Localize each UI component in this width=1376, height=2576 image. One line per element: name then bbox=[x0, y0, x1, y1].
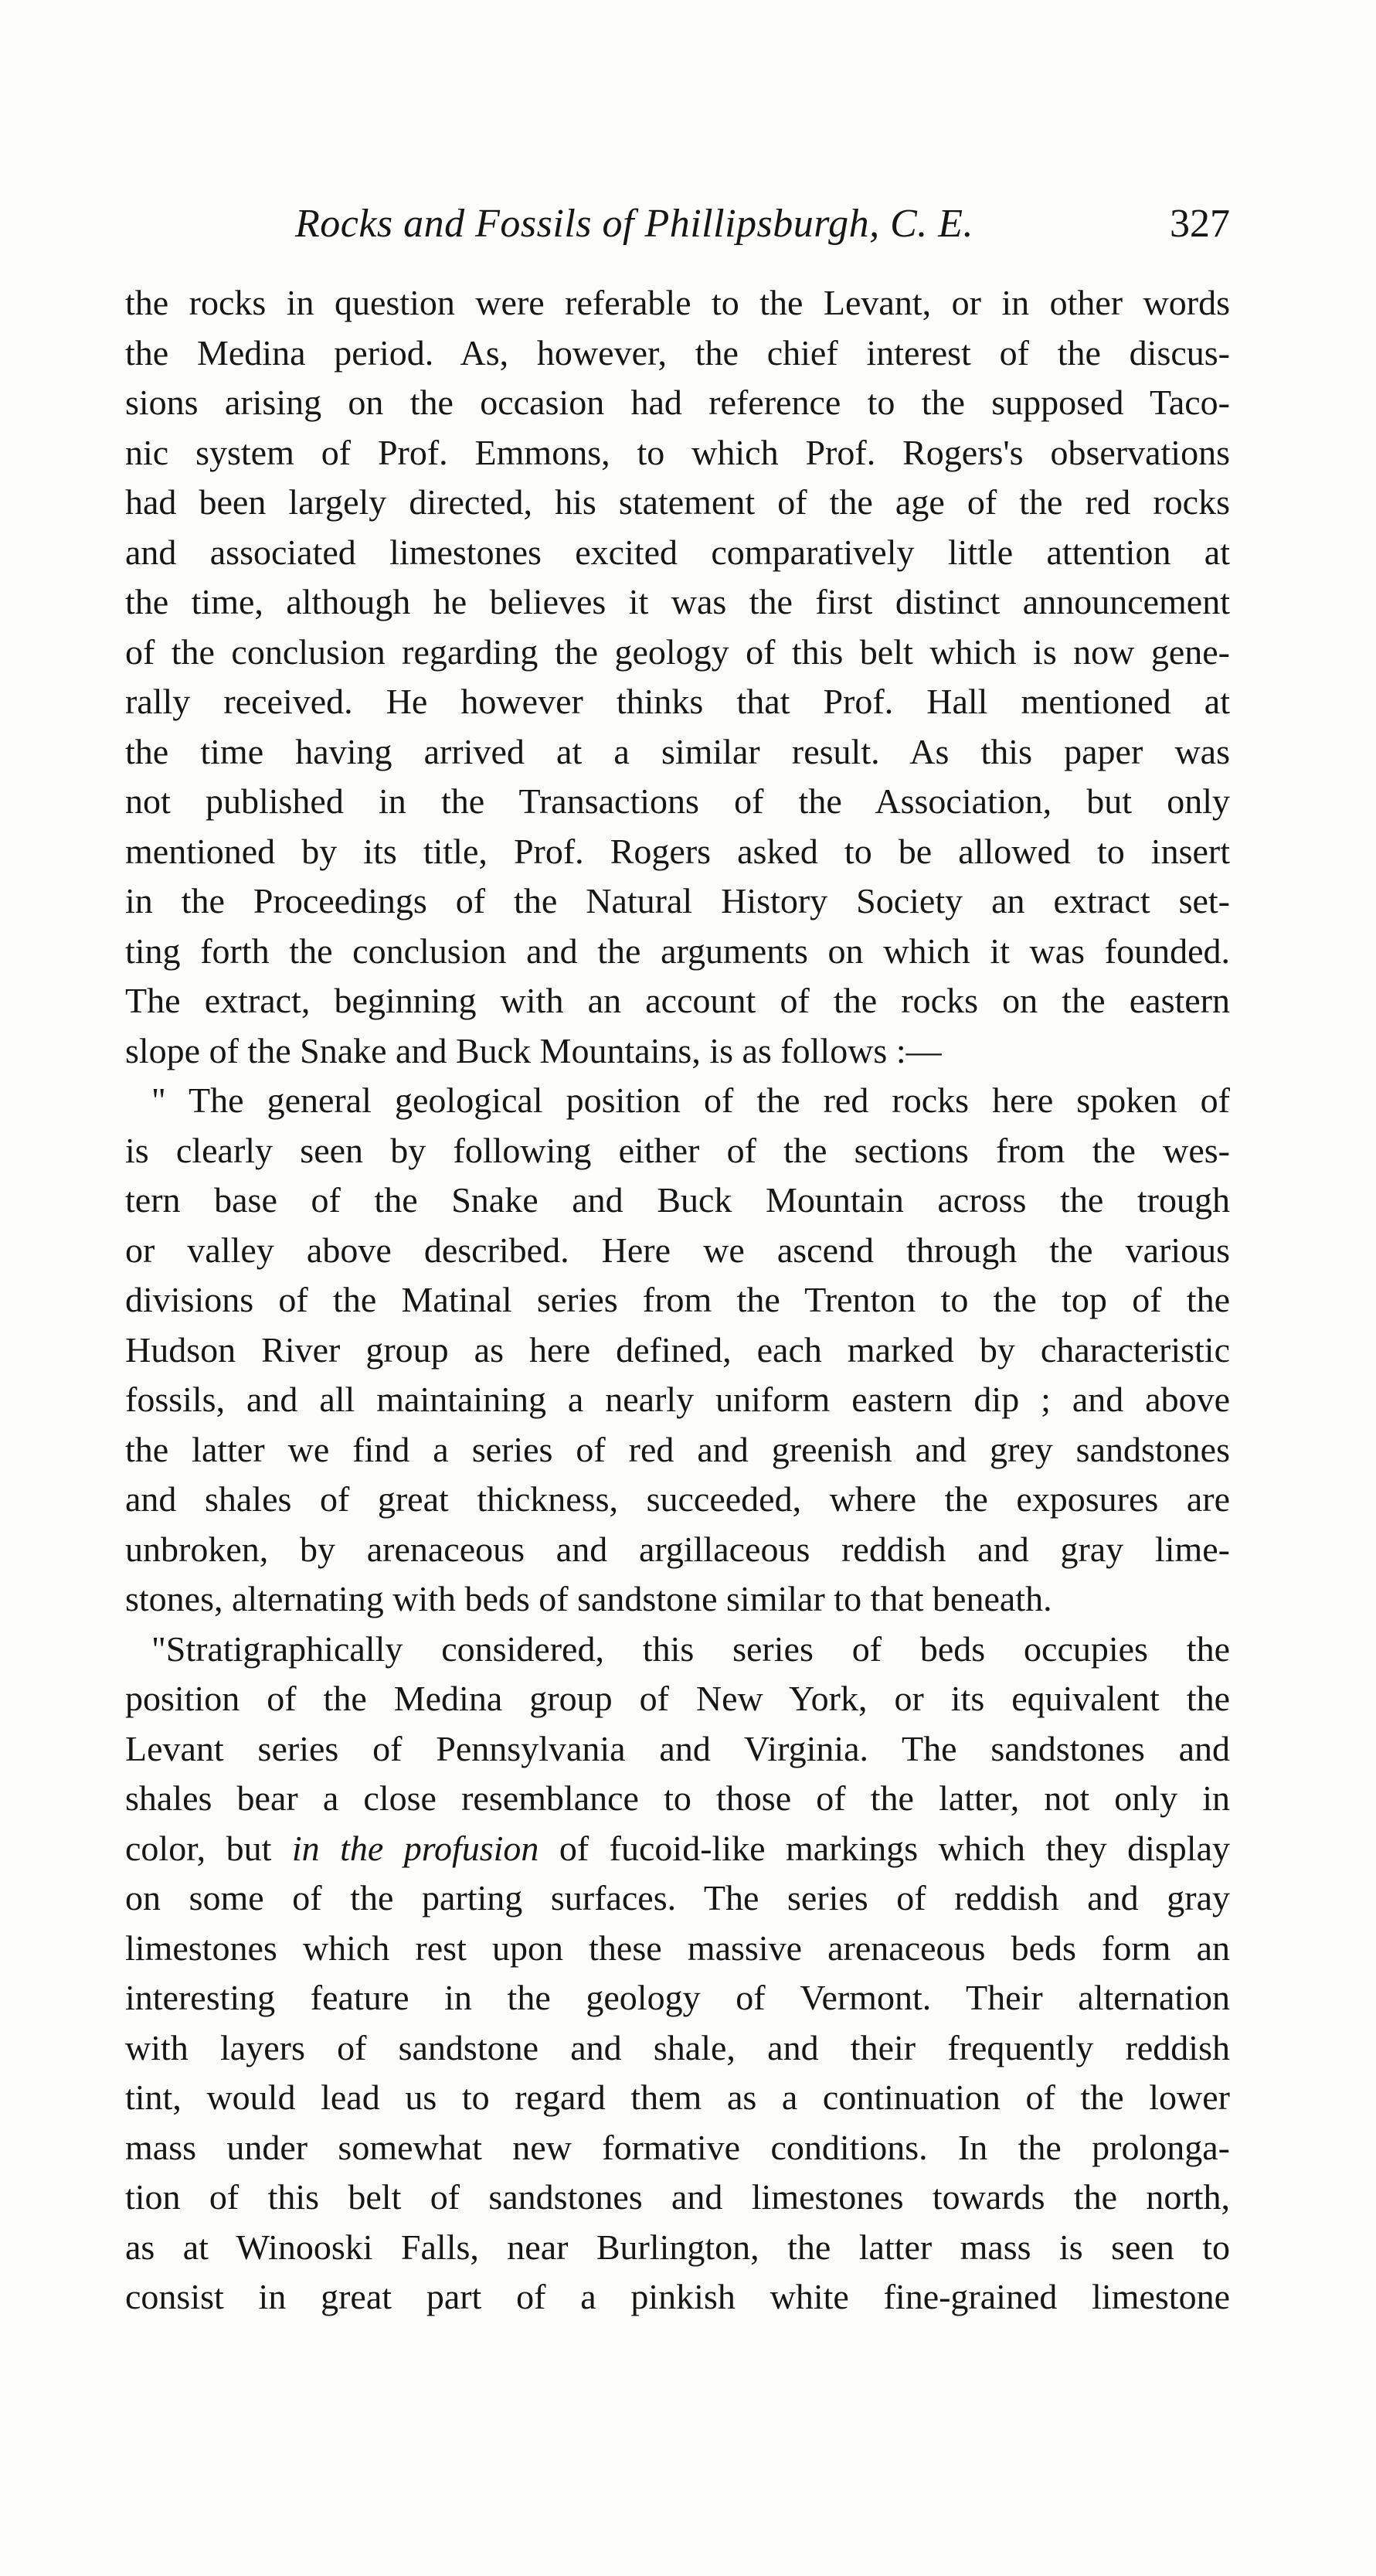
text-line: fossils, and all maintaining a nearly uniform eastern dip ; and above bbox=[125, 1380, 1230, 1419]
page-number: 327 bbox=[1170, 202, 1230, 246]
text-line: as at Winooski Falls, near Burlington, the latter mass is seen to bbox=[125, 2227, 1230, 2267]
text-line: sions arising on the occasion had reference to the supposed Taco- bbox=[125, 383, 1230, 422]
text-fragment: color, but bbox=[125, 1828, 272, 1868]
text-line: not published in the Transactions of the Association, but only bbox=[125, 781, 1230, 821]
text-line bbox=[125, 1824, 1230, 1874]
text-line: had been largely directed, his statement of the age of the red rocks bbox=[125, 482, 1230, 522]
text-line: on some of the parting surfaces. The series of reddish and gray bbox=[125, 1878, 1230, 1918]
text-line: in the Proceedings of the Natural History Society an extract set- bbox=[125, 881, 1230, 920]
text-line: unbroken, by arenaceous and argillaceous reddish and gray lime- bbox=[125, 1529, 1230, 1569]
text-line: Levant series of Pennsylvania and Virginia. The sandstones and bbox=[125, 1728, 1230, 1768]
text-line: " The general geological position of the red rocks here spoken of bbox=[151, 1080, 1230, 1120]
text-line: the time having arrived at a similar result. As this paper was bbox=[125, 731, 1230, 771]
text-line: mass under somewhat new formative conditions. In the prolonga- bbox=[125, 2127, 1230, 2167]
text-line: rally received. He however thinks that Prof. Hall mentioned at bbox=[125, 682, 1230, 721]
text-line: the rocks in question were referable to the Levant, or in other words bbox=[125, 283, 1230, 322]
text-line: tint, would lead us to regard them as a continuation of the lower bbox=[125, 2077, 1230, 2117]
text-line: consist in great part of a pinkish white fine-grained limestone bbox=[125, 2277, 1230, 2316]
text-line: or valley above described. Here we ascend through the various bbox=[125, 1230, 1230, 1270]
text-line: and associated limestones excited comparatively little attention at bbox=[125, 532, 1230, 572]
text-line: the Medina period. As, however, the chief interest of the discus- bbox=[125, 332, 1230, 373]
text-line: tern base of the Snake and Buck Mountain across the trough bbox=[125, 1180, 1230, 1220]
text-line: mentioned by its title, Prof. Rogers asked to be allowed to insert bbox=[125, 831, 1230, 871]
text-line: "Stratigraphically considered, this series of beds occupies the bbox=[151, 1628, 1230, 1669]
text-line: divisions of the Matinal series from the Trenton to the top of the bbox=[125, 1280, 1230, 1319]
body-text bbox=[125, 278, 1230, 2322]
text-line: the latter we find a series of red and greenish and grey sandstones bbox=[125, 1429, 1230, 1469]
text-line: slope of the Snake and Buck Mountains, is as follows :— bbox=[125, 1030, 942, 1070]
text-fragment: of fucoid-like markings which they display bbox=[559, 1828, 1231, 1868]
italic-fragment: in the profusion bbox=[291, 1828, 539, 1868]
document-page bbox=[125, 178, 1230, 2322]
text-line: interesting feature in the geology of Vermont. Their alternation bbox=[125, 1978, 1230, 2017]
text-line: of the conclusion regarding the geology of this belt which is now gene- bbox=[125, 631, 1230, 672]
text-line: the time, although he believes it was the first distinct announcement bbox=[125, 582, 1230, 621]
text-line: tion of this belt of sandstones and limestones towards the north, bbox=[125, 2177, 1230, 2217]
text-line: stones, alternating with beds of sandstone similar to that beneath. bbox=[125, 1579, 1052, 1618]
text-line: with layers of sandstone and shale, and their frequently reddish bbox=[125, 2027, 1230, 2067]
text-line: The extract, beginning with an account of the rocks on the eastern bbox=[125, 981, 1230, 1020]
text-line: nic system of Prof. Emmons, to which Prof. Rogers's observations bbox=[125, 432, 1230, 472]
text-line: is clearly seen by following either of the sections from the wes- bbox=[125, 1130, 1230, 1170]
text-line: position of the Medina group of New York, or its equivalent the bbox=[125, 1679, 1230, 1718]
running-title: Rocks and Fossils of Phillipsburgh, C. E. bbox=[295, 202, 974, 246]
text-line: and shales of great thickness, succeeded, where the exposures are bbox=[125, 1479, 1230, 1519]
text-line: limestones which rest upon these massive arenaceous beds form an bbox=[125, 1928, 1230, 1968]
text-line: ting forth the conclusion and the arguments on which it was founded. bbox=[125, 931, 1230, 971]
text-line: Hudson River group as here defined, each marked by characteristic bbox=[125, 1329, 1230, 1370]
text-line: shales bear a close resemblance to those of the latter, not only in bbox=[125, 1778, 1230, 1818]
running-head bbox=[125, 178, 1230, 271]
